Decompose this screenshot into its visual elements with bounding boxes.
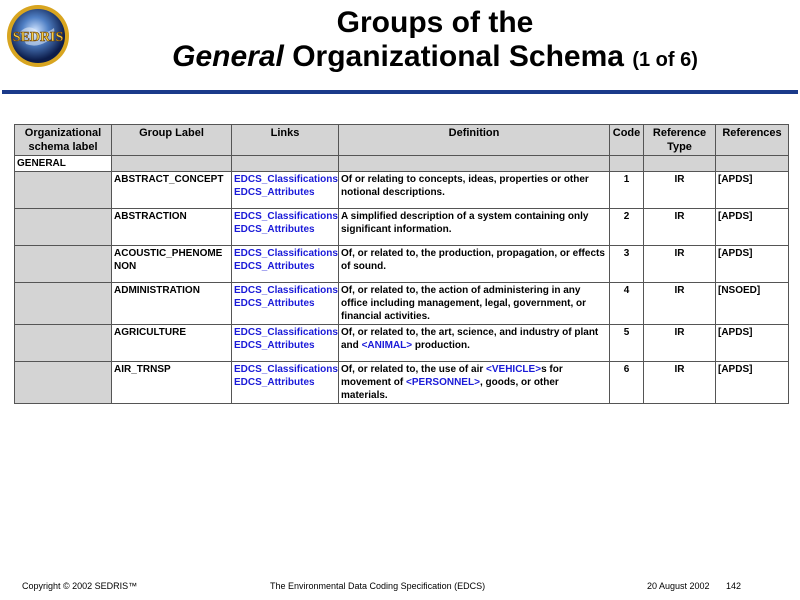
reference-type: IR — [644, 283, 716, 325]
table-row — [15, 362, 789, 404]
definition: A simplified description of a system containing only significant information. — [339, 209, 610, 246]
header-org-label: Organizational schema label — [15, 125, 112, 156]
group-label: ABSTRACTION — [112, 209, 232, 246]
table-row — [15, 283, 789, 325]
animal-link[interactable]: <ANIMAL> — [361, 340, 413, 351]
title-line-2 — [80, 40, 790, 77]
group-label: ACOUSTIC_PHENOMENON — [112, 246, 232, 283]
references: [APDS] — [716, 172, 789, 209]
sedris-logo — [6, 4, 70, 68]
definition: Of, or related to, the production, propagation, or effects of sound. — [339, 246, 610, 283]
references: [APDS] — [716, 362, 789, 404]
table-row — [15, 325, 789, 362]
references: [APDS] — [716, 246, 789, 283]
code: 1 — [610, 172, 644, 209]
code: 2 — [610, 209, 644, 246]
reference-type: IR — [644, 246, 716, 283]
group-label-cell: GENERAL — [15, 156, 112, 172]
link-edcs-classifications[interactable]: EDCS_Classifications — [234, 174, 338, 185]
footer-date: 20 August 2002 — [647, 581, 710, 591]
vehicle-link[interactable]: <VEHICLE> — [486, 364, 542, 375]
header-links: Links — [232, 125, 339, 156]
reference-type: IR — [644, 325, 716, 362]
definition: Of or relating to concepts, ideas, properties or other notional descriptions. — [339, 172, 610, 209]
header-reference-type: Reference Type — [644, 125, 716, 156]
definition: Of, or related to, the art, science, and industry of plant and <ANIMAL> production. — [339, 325, 610, 362]
title-divider — [2, 90, 798, 94]
footer-copyright: Copyright © 2002 SEDRIS™ — [22, 581, 138, 591]
reference-type: IR — [644, 362, 716, 404]
footer-page-number: 142 — [726, 581, 742, 591]
definition: Of, or related to, the action of administering in any office including management, legal, government, or financial activities. — [339, 283, 610, 325]
code: 6 — [610, 362, 644, 404]
table-row — [15, 172, 789, 209]
group-label: ADMINISTRATION — [112, 283, 232, 325]
personnel-link[interactable]: <PERSONNEL> — [406, 377, 480, 388]
title-page: (1 of 6) — [632, 49, 698, 71]
link-edcs-attributes[interactable]: EDCS_Attributes — [234, 187, 315, 198]
code: 5 — [610, 325, 644, 362]
table-header-row — [15, 125, 789, 156]
title-rest: Organizational Schema — [292, 40, 624, 73]
header-references: References — [716, 125, 789, 156]
link-edcs-attributes[interactable]: EDCS_Attributes — [234, 377, 315, 388]
header-group-label: Group Label — [112, 125, 232, 156]
slide-title — [80, 6, 790, 77]
group-row — [15, 156, 789, 172]
logo-text: SEDRIS — [12, 30, 64, 45]
link-edcs-attributes[interactable]: EDCS_Attributes — [234, 298, 315, 309]
references: [NSOED] — [716, 283, 789, 325]
link-edcs-classifications[interactable]: EDCS_Classifications — [234, 285, 338, 296]
link-edcs-classifications[interactable]: EDCS_Classifications — [234, 211, 338, 222]
header-code: Code — [610, 125, 644, 156]
link-edcs-attributes[interactable]: EDCS_Attributes — [234, 224, 315, 235]
link-edcs-attributes[interactable]: EDCS_Attributes — [234, 340, 315, 351]
group-label: AIR_TRNSP — [112, 362, 232, 404]
link-edcs-attributes[interactable]: EDCS_Attributes — [234, 261, 315, 272]
references: [APDS] — [716, 325, 789, 362]
definition: Of, or related to, the use of air <VEHICLE>s for movement of <PERSONNEL>, goods, or other materials. — [339, 362, 610, 404]
code: 3 — [610, 246, 644, 283]
footer-title: The Environmental Data Coding Specification (EDCS) — [270, 581, 486, 591]
link-edcs-classifications[interactable]: EDCS_Classifications — [234, 248, 338, 259]
table-row — [15, 246, 789, 283]
group-label: AGRICULTURE — [112, 325, 232, 362]
reference-type: IR — [644, 209, 716, 246]
references: [APDS] — [716, 209, 789, 246]
groups-table — [14, 124, 789, 404]
link-edcs-classifications[interactable]: EDCS_Classifications — [234, 327, 338, 338]
code: 4 — [610, 283, 644, 325]
header-definition: Definition — [339, 125, 610, 156]
group-label: ABSTRACT_CONCEPT — [112, 172, 232, 209]
title-italic: General — [172, 40, 284, 73]
table-row — [15, 209, 789, 246]
link-edcs-classifications[interactable]: EDCS_Classifications — [234, 364, 338, 375]
title-line-1: Groups of the — [336, 6, 534, 39]
reference-type: IR — [644, 172, 716, 209]
